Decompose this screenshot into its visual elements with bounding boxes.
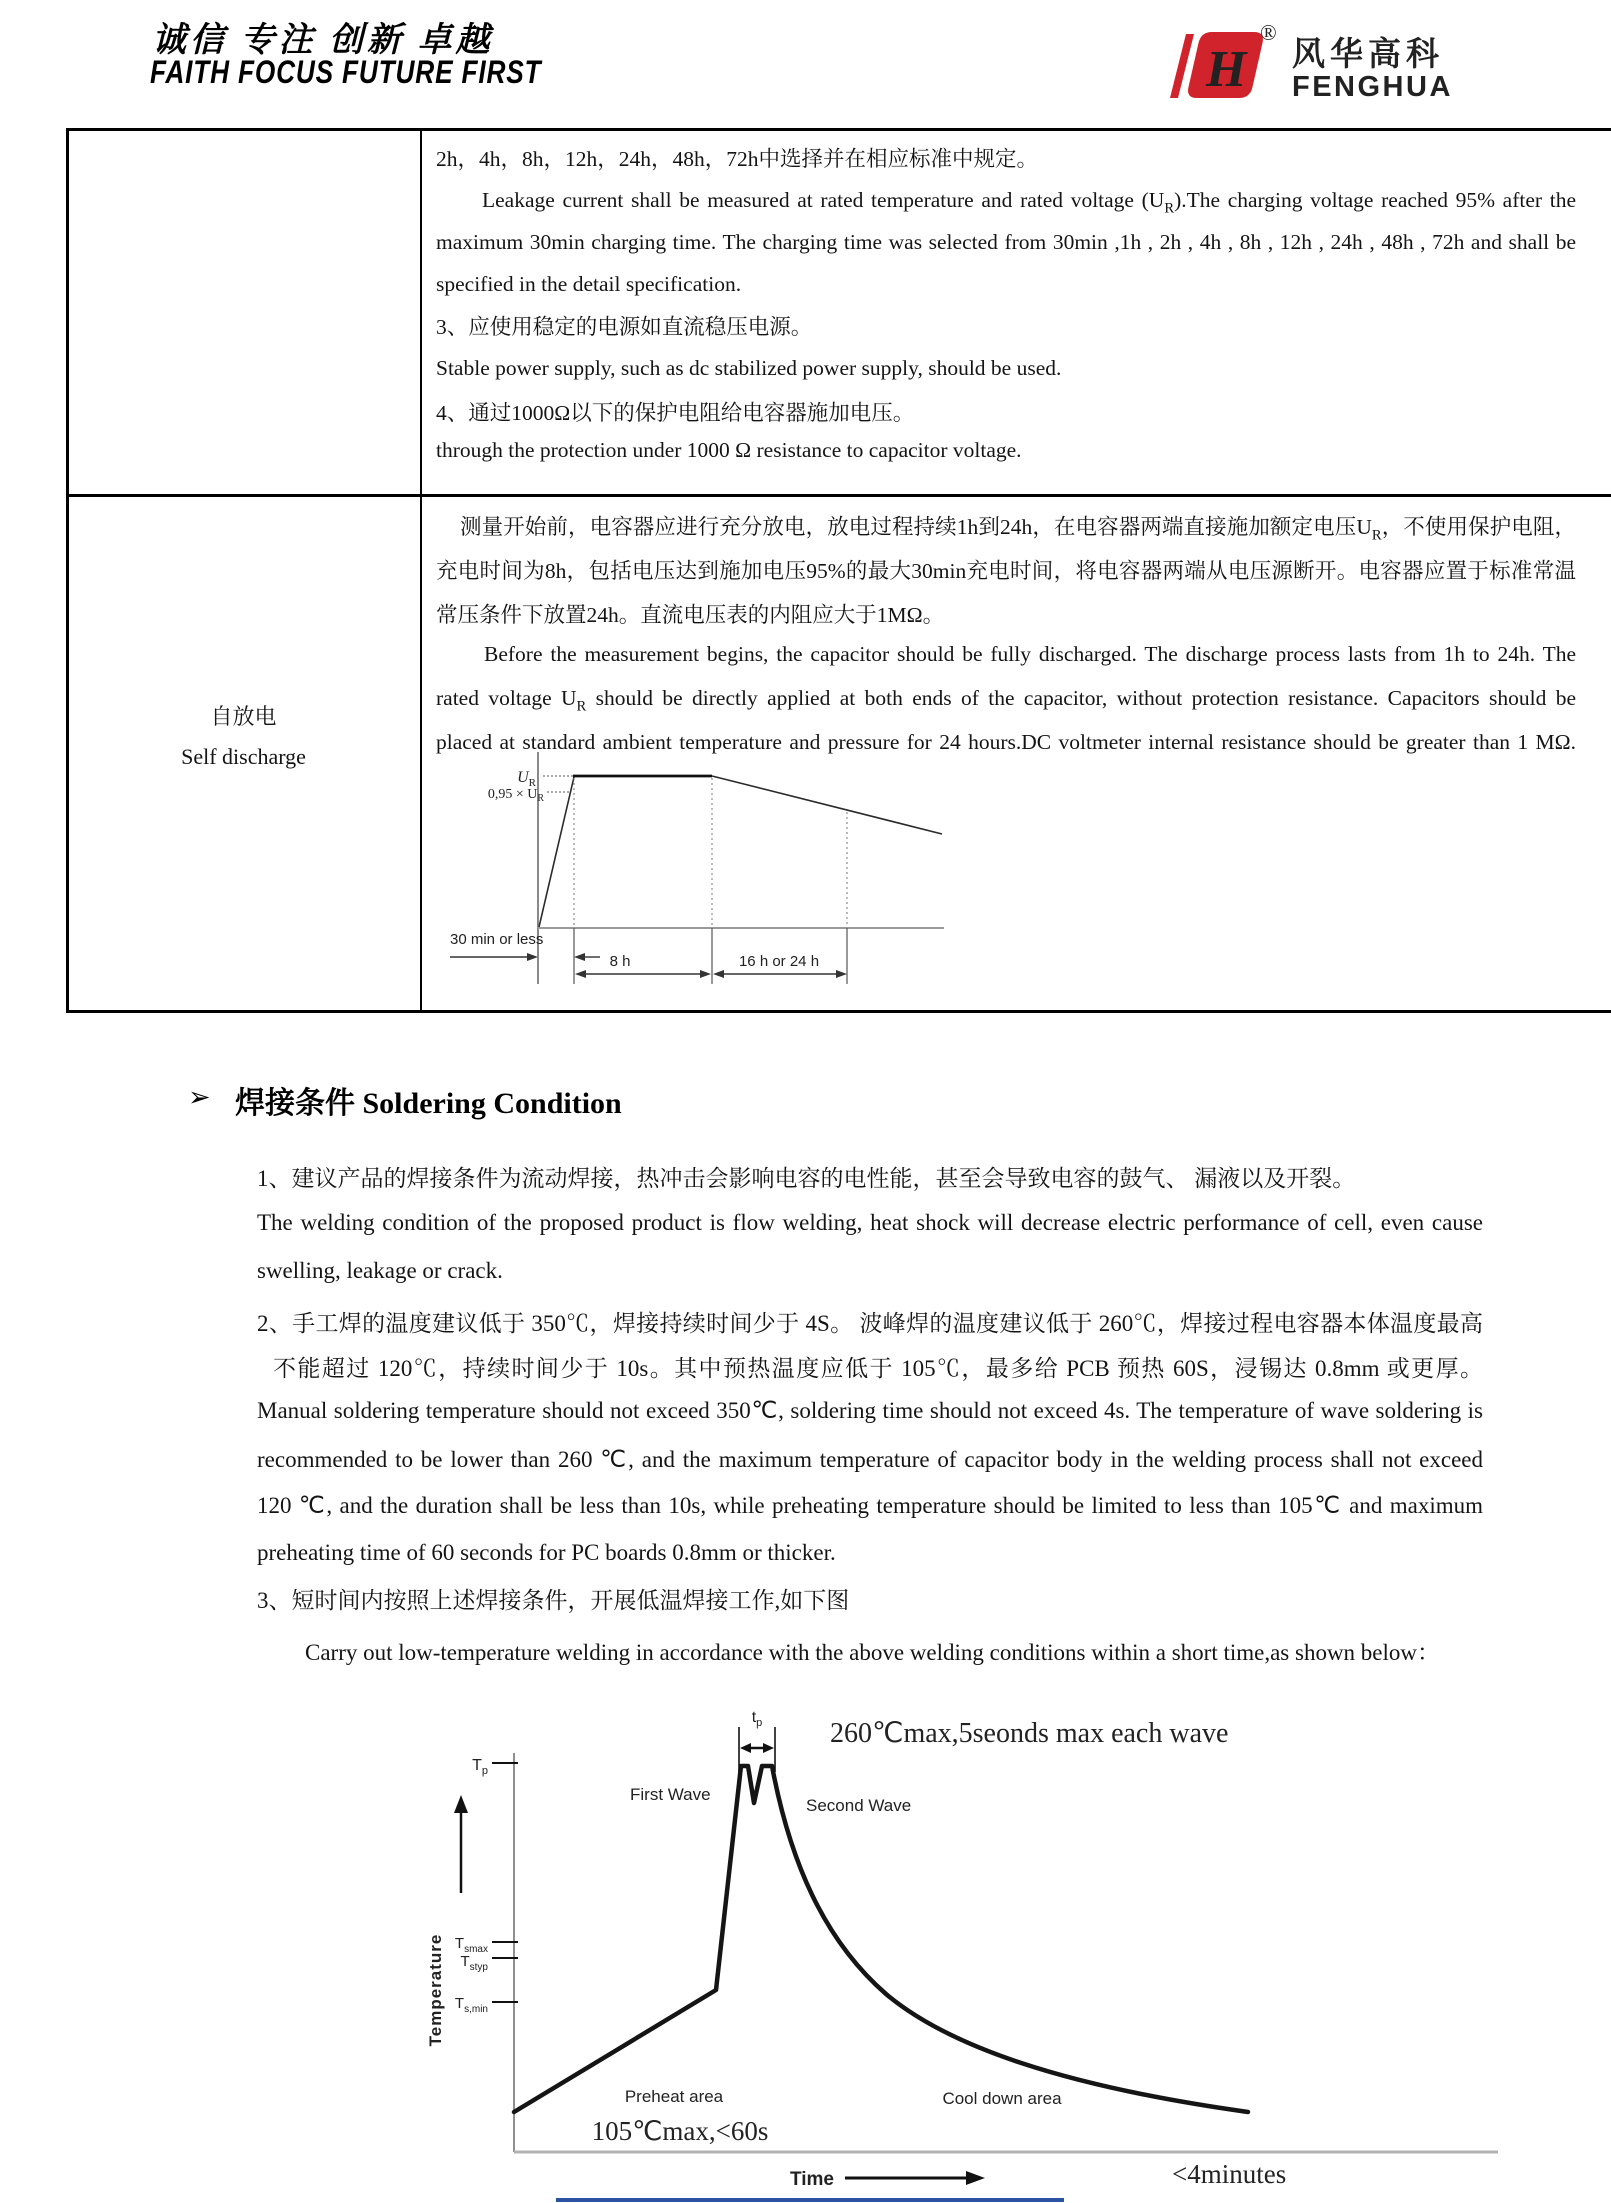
row2-line5: rated voltage $U_R$ should be directly applied at both ends of the capacitor, without protection resistance. Capacitors should be bbox=[436, 686, 1576, 715]
row1-line4: specified in the detail specification. bbox=[436, 272, 742, 296]
sd-30min-arrowhead-icon bbox=[527, 953, 538, 961]
sd-30min-label: 30 min or less bbox=[450, 931, 544, 948]
sd-16h-label: 16 h or 24 h bbox=[738, 953, 820, 970]
sd-095ur-label: $0,95 \times U_R$ bbox=[487, 787, 544, 804]
section-bullet-icon: ➢ bbox=[188, 1082, 211, 1112]
row2-line1: 测量开始前，电容器应进行充分放电，放电过程持续1h到24h，在电容器两端直接施加额定电压$U_R$，不使用保护电阻， bbox=[460, 515, 1576, 544]
sd-ur-label: $U_R$ bbox=[517, 769, 536, 789]
sd-8h-head-left-icon bbox=[575, 970, 586, 978]
soldering-p5: 不能超过 120℃，持续时间少于 10s。其中预热温度应低于 105℃，最多给 PCB 预热 60S，浸锡达 0.8mm 或更厚。 bbox=[273, 1356, 1483, 1381]
sp-tp-head-left-icon bbox=[740, 1743, 751, 1753]
sp-label-tsmin: $T_{s,min}$ bbox=[454, 1995, 488, 2015]
soldering-p4: 2、手工焊的温度建议低于 350℃，焊接持续时间少于 4S。 波峰焊的温度建议低于 260℃，焊接过程电容器本体温度最高 bbox=[257, 1311, 1483, 1336]
row1-line5: 3、应使用稳定的电源如直流稳压电源。 bbox=[436, 315, 813, 339]
sp-preheat-annotation: 105℃max,<60s bbox=[591, 2116, 769, 2146]
logo-name-cn: 风华高科 bbox=[1292, 35, 1444, 72]
footer-rule bbox=[556, 2198, 1064, 2202]
row1-line8: through the protection under 1000 Ω resistance to capacitor voltage. bbox=[436, 438, 1022, 462]
sd-curve-decay bbox=[712, 776, 942, 834]
sp-second-wave-label: Second Wave bbox=[806, 1796, 912, 1815]
soldering-p2: The welding condition of the proposed product is flow welding, heat shock will decrease electric performance of cell, even cause bbox=[257, 1210, 1483, 1235]
slogan-chinese: 诚信 专注 创新 卓越 bbox=[152, 22, 494, 59]
fenghua-logo bbox=[1150, 12, 1500, 107]
soldering-p8: 120 ℃, and the duration shall be less than 10s, while preheating temperature should be limited to less than 105℃ and maximum bbox=[257, 1493, 1483, 1518]
sd-30min-endhead-icon bbox=[574, 953, 585, 961]
sp-xlabel: Time bbox=[790, 2169, 835, 2190]
soldering-p1: 1、建议产品的焊接条件为流动焊接，热冲击会影响电容的电性能，甚至会导致电容的鼓气、 漏液以及开裂。 bbox=[257, 1166, 1356, 1191]
row1-line6: Stable power supply, such as dc stabilized power supply, should be used. bbox=[436, 356, 1062, 380]
row2-line4: Before the measurement begins, the capacitor should be fully discharged. The discharge process lasts from 1h to 24h. The bbox=[484, 642, 1576, 666]
sd-16h-head-left-icon bbox=[713, 970, 724, 978]
sp-ylabel: Temperature bbox=[426, 1933, 445, 2047]
sd-curve-rise bbox=[539, 777, 574, 927]
table-border-coldivider bbox=[420, 128, 422, 1010]
soldering-p9: preheating time of 60 seconds for PC boards 0.8mm or thicker. bbox=[257, 1540, 836, 1565]
row1-line3: maximum 30min charging time. The charging time was selected from 30min ,1h , 2h , 4h , 8h , 12h , 24h , 48h , 72h and shall be bbox=[436, 230, 1576, 254]
slogan-english: FAITH FOCUS FUTURE FIRST bbox=[150, 54, 542, 90]
table-border-bottom bbox=[66, 1010, 1611, 1013]
sp-label-tsmax: $T_{smax}$ bbox=[454, 1935, 488, 1955]
sp-label-tp: $T_p$ bbox=[472, 1757, 488, 1777]
sp-cooldown-label: Cool down area bbox=[942, 2089, 1062, 2108]
sd-16h-head-right-icon bbox=[836, 970, 847, 978]
row1-line7: 4、通过1000Ω以下的保护电阻给电容器施加电压。 bbox=[436, 401, 915, 425]
sp-preheat-label: Preheat area bbox=[624, 2087, 724, 2106]
registered-mark-icon: ® bbox=[1260, 20, 1277, 45]
sp-profile-curve bbox=[514, 1766, 1248, 2112]
table-border-left bbox=[66, 128, 69, 1013]
row1-line2: Leakage current shall be measured at rated temperature and rated voltage $(U_R).The$ charging voltage reached 95% after the bbox=[482, 188, 1576, 217]
sp-tp-head-right-icon bbox=[763, 1743, 774, 1753]
row2-line6: placed at standard ambient temperature and pressure for 24 hours.DC voltmeter internal resistance should be greater than 1 MΩ. bbox=[436, 730, 1576, 754]
row2-label-cn: 自放电 bbox=[210, 704, 277, 729]
soldering-p7: recommended to be lower than 260 ℃, and the maximum temperature of capacitor body in the welding process shall not exceed bbox=[257, 1447, 1483, 1472]
section-heading: 焊接条件 Soldering Condition bbox=[235, 1087, 622, 1120]
soldering-profile-chart bbox=[410, 1700, 1520, 2200]
row1-line1: 2h，4h，8h，12h，24h，48h，72h中选择并在相应标准中规定。 bbox=[436, 147, 1039, 171]
soldering-p3: swelling, leakage or crack. bbox=[257, 1258, 503, 1283]
soldering-p10: 3、短时间内按照上述焊接条件，开展低温焊接工作,如下图 bbox=[257, 1588, 850, 1613]
row2-label-en: Self discharge bbox=[181, 744, 306, 769]
sp-time-arrowhead-icon bbox=[966, 2171, 985, 2185]
soldering-p11: Carry out low-temperature welding in accordance with the above welding conditions within a short time,as shown below： bbox=[305, 1640, 1441, 1665]
table-border-rowdivider bbox=[66, 494, 1611, 497]
sd-8h-label: 8 h bbox=[609, 953, 631, 970]
row2-line3: 常压条件下放置24h。直流电压表的内阻应大于1MΩ。 bbox=[436, 603, 945, 627]
sd-8h-head-right-icon bbox=[700, 970, 711, 978]
table-border-top bbox=[66, 128, 1611, 131]
sp-first-wave-label: First Wave bbox=[630, 1785, 711, 1804]
sp-up-arrowhead-icon bbox=[454, 1795, 468, 1813]
sp-peak-annotation: 260℃max,5seonds max each wave bbox=[830, 1718, 1229, 1749]
logo-mark-letter: H bbox=[1206, 41, 1247, 98]
self-discharge-chart bbox=[440, 744, 970, 996]
sp-total-time-annotation: <4minutes bbox=[1172, 2159, 1287, 2189]
logo-name-en: FENGHUA bbox=[1292, 71, 1453, 103]
row2-line2: 充电时间为8h，包括电压达到施加电压95%的最大30min充电时间，将电容器两端从电压源断开。电容器应置于标准常温 bbox=[436, 559, 1576, 583]
soldering-p6: Manual soldering temperature should not exceed 350℃, soldering time should not exceed 4s. The temperature of wave soldering is bbox=[257, 1398, 1483, 1423]
sp-tp-label: $t_p$ bbox=[751, 1709, 763, 1729]
sp-label-tstyp: $T_{styp}$ bbox=[460, 1953, 488, 1973]
